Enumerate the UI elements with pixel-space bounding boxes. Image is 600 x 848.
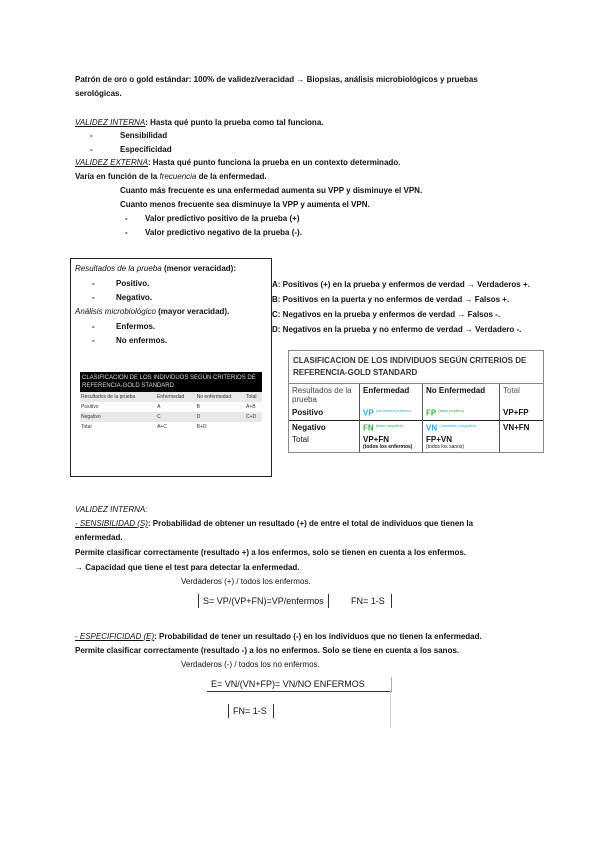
abcd-line: C: Negativos en la prueba y enfermos de verdad → Falsos -.: [272, 310, 501, 319]
resultados-line: [75, 264, 236, 273]
validez-interna-desc: : Hasta qué punto la prueba como tal funciona.: [145, 118, 324, 127]
analisis-line: [75, 307, 229, 316]
cell: [289, 420, 360, 452]
text: Resultados de la prueba: [75, 264, 162, 273]
intro-line: serológicas.: [75, 89, 122, 98]
vp: VP: [363, 408, 374, 418]
mini-classification-table: [80, 372, 262, 432]
text: : Probabilidad de obtener un resultado (+) de entre el total de individuos que tienen la: [147, 519, 474, 528]
text: VP+FN: [363, 435, 390, 445]
text: (menor veracidad):: [161, 264, 236, 273]
table-row: [80, 392, 262, 402]
sensibilidad-line: [75, 519, 473, 528]
divider: [390, 690, 391, 728]
especificidad-title: - ESPECIFICIDAD (E): [75, 632, 155, 641]
cell: Positivo: [292, 408, 324, 417]
table-row: [80, 402, 262, 412]
cell: C+D: [245, 414, 257, 420]
list-item: - Positivo.: [92, 279, 150, 288]
text: Negativo: [292, 422, 326, 432]
cell: [360, 406, 423, 420]
cell: Resultados de la prueba: [81, 394, 136, 400]
list-item-label: Valor predictivo positivo de la prueba (+): [145, 214, 300, 223]
list-item: - Enfermos.: [92, 322, 156, 331]
cell: [423, 420, 500, 452]
table-row: [289, 420, 543, 452]
intro-line: Patrón de oro o gold estándar: 100% de validez/veracidad → Biopsias, análisis microbiológicos y pruebas: [75, 75, 478, 84]
list-item: - Negativo.: [92, 293, 153, 302]
text: de la enfermedad.: [196, 172, 267, 181]
text: (todos los sanos): [426, 444, 465, 451]
table-row: [289, 384, 543, 406]
validez-externa-desc: : Hasta qué punto funciona la prueba en un contexto determinado.: [147, 158, 401, 167]
text-line: Permite clasificar correctamente (resultado +) a los enfermos, solo se tienen en cuenta a los enfermos.: [75, 548, 467, 557]
text-line: enfermedad.: [75, 533, 123, 542]
validez-interna-line: [75, 118, 324, 127]
cell: VP+FP: [500, 406, 544, 420]
list-item: - No enfermos.: [92, 336, 168, 345]
cell: D: [196, 414, 201, 420]
list-item: - Sensibilidad: [90, 131, 168, 140]
list-item-label: Enfermos.: [116, 322, 156, 331]
text: frecuencia: [159, 172, 197, 181]
especificidad-formula: E= VN/(VN+FP)= VN/NO ENFERMOS: [207, 677, 392, 692]
cell: Positivo: [81, 404, 99, 410]
sensibilidad-title: - SENSIBILIDAD (S): [75, 519, 148, 528]
cell: No Enfermedad: [423, 384, 500, 406]
text: : Probabilidad de tener un resultado (-) en los individuos que no tienen la enfermedad.: [154, 632, 482, 641]
text-line: Verdaderos (+) / todos los enfermos.: [181, 577, 311, 586]
table-header: CLASIFICACION DE LOS INDIVIDUOS SEGÚN CRITERIOS DE REFERENCIA-GOLD STANDARD: [289, 351, 543, 384]
validez-externa-line: [75, 158, 400, 167]
table-row: [80, 422, 262, 432]
validez-externa-title: VALIDEZ EXTERNA: [75, 158, 148, 167]
abcd-line: D: Negativos en la prueba y no enfermo de verdad → Verdadero -.: [272, 325, 522, 334]
list-item-label: Negativo.: [116, 293, 153, 302]
note: (falso negativo): [375, 422, 404, 428]
list-item: - Valor predictivo negativo de la prueba (-).: [125, 228, 302, 237]
cell: Enfermedad: [360, 384, 423, 406]
list-item-label: Valor predictivo negativo de la prueba (-).: [145, 228, 302, 237]
fp: FP: [426, 408, 437, 418]
cell: B: [196, 404, 200, 410]
text: FP+VN: [426, 435, 453, 445]
list-item-label: Positivo.: [116, 279, 150, 288]
text-line: Cuanto menos frecuente sea disminuye la VPP y aumenta el VPN.: [120, 200, 370, 209]
list-item-label: Sensibilidad: [120, 131, 168, 140]
table-header: CLASIFICACION DE LOS INDIVIDUOS SEGÚN CRITERIOS DE REFERENCIA-GOLD STANDARD: [80, 372, 262, 392]
varia-line: [75, 172, 267, 181]
cell: A+B: [245, 404, 256, 410]
table-row: [289, 406, 543, 420]
text-line: Verdaderos (-) / todos los no enfermos.: [181, 660, 320, 669]
cell: Total: [81, 424, 92, 430]
list-item-label: No enfermos.: [116, 336, 168, 345]
cell: Total: [500, 384, 544, 406]
cell: Resultados de la prueba: [292, 386, 352, 404]
text-line: → Capacidad que tiene el test para detectar la enfermedad.: [75, 563, 300, 572]
cell: A+C: [157, 424, 167, 430]
fn: FN: [363, 423, 374, 433]
results-box: [70, 258, 272, 477]
text: (todos los enfermos): [363, 444, 413, 451]
abcd-line: B: Positivos en la puerta y no enfermos de verdad → Falsos +.: [272, 295, 510, 304]
list-item: - Valor predictivo positivo de la prueba (+): [125, 214, 300, 223]
text-line: Permite clasificar correctamente (resultado -) a los no enfermos. Solo se tiene en cuenta a los sanos.: [75, 646, 460, 655]
cell: Total: [245, 394, 257, 400]
validez-interna-title: VALIDEZ INTERNA: [75, 118, 146, 127]
cell: Enfermedad: [157, 394, 185, 400]
cell: [245, 422, 262, 432]
cell: [423, 406, 500, 420]
fn-formula: FN= 1-S: [228, 704, 274, 718]
list-item: - Especificidad: [90, 145, 172, 154]
sensibilidad-formula: S= VP/(VP+FN)=VP/enfermos: [198, 594, 329, 608]
cell: VN+FN: [500, 420, 544, 452]
abcd-line: A: Positivos (+) en la prueba y enfermos de verdad → Verdaderos +.: [272, 280, 530, 289]
note: (falso positivo): [438, 408, 465, 413]
list-item-label: Especificidad: [120, 145, 172, 154]
especificidad-line: [75, 632, 482, 641]
cell: C: [157, 414, 161, 420]
text: (mayor veracidad).: [155, 307, 230, 316]
classification-table: [288, 350, 544, 453]
cell: Negativo: [81, 414, 101, 420]
table-row: [80, 412, 262, 422]
note: (verdadero positivo): [375, 408, 412, 413]
fn-formula: FN= 1-S: [343, 594, 392, 608]
vn: VN: [426, 423, 438, 433]
cell: [360, 420, 423, 452]
text: Análisis microbiológico: [75, 307, 156, 316]
section-heading: VALIDEZ INTERNA:: [75, 505, 148, 514]
text-line: Cuanto más frecuente es una enfermedad aumenta su VPP y disminuye el VPN.: [120, 186, 423, 195]
text: Varía en función de la: [75, 172, 160, 181]
cell: B+D: [196, 424, 207, 430]
cell: A: [157, 404, 161, 410]
cell: No enfermedad: [196, 394, 232, 400]
text: Total: [292, 434, 309, 444]
note: (verdadero negativo): [439, 422, 477, 428]
